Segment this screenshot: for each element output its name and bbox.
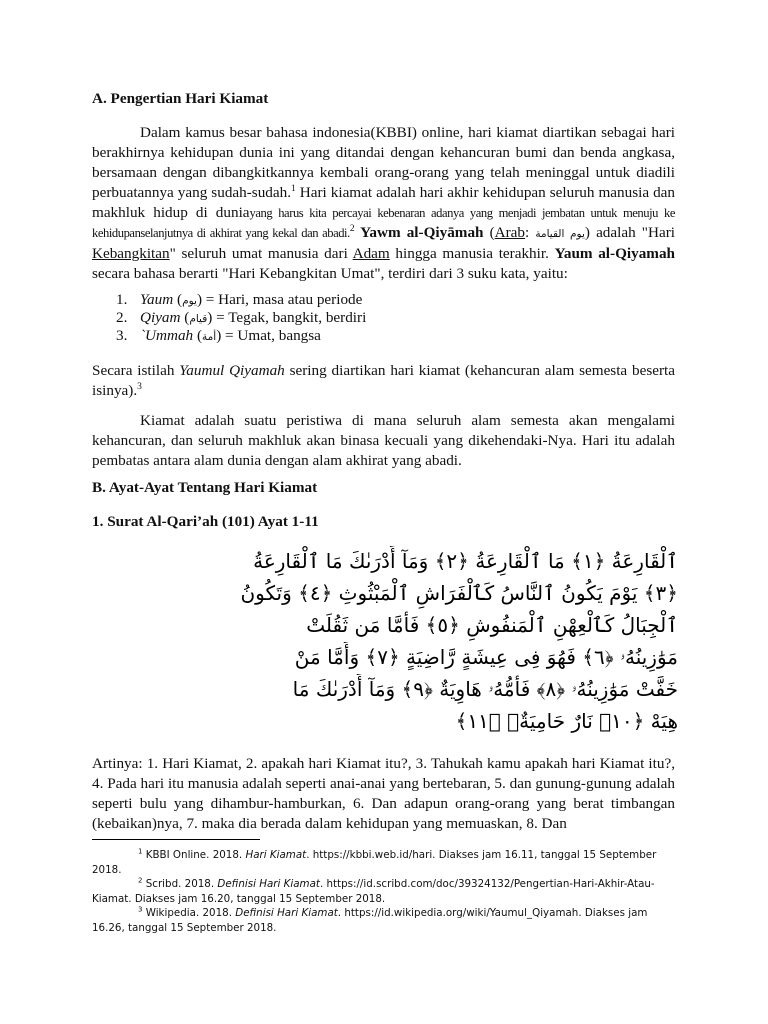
definition-small-text: yang harus kita percayai kebenaran adanya yang menjadi jembatan untuk menuju ke kehidupanselanjutnya di akhirat yang kekal dan abadi. bbox=[92, 206, 675, 240]
footnote-title: Hari Kiamat bbox=[245, 849, 307, 861]
quran-line: ﴿٣﴾ يَوْمَ يَكُونُ ٱلنَّاسُ كَٱلْفَرَاشِ ٱلْمَبْثُوثِ ﴿٤﴾ وَتَكُونُ bbox=[240, 581, 678, 605]
istilah-term: Yaumul Qiyamah bbox=[179, 362, 285, 379]
quran-verses-image bbox=[92, 544, 678, 736]
paren-open: ( bbox=[483, 224, 495, 241]
list-number: 3. bbox=[116, 327, 128, 344]
list-text: Yaum (يوم) = Hari, masa atau periode bbox=[140, 291, 363, 308]
list-arabic: يوم bbox=[182, 295, 197, 307]
list-arabic: أمة bbox=[202, 331, 217, 343]
definition-text-5: hingga manusia terakhir. bbox=[389, 245, 555, 262]
list-term: `Ummah bbox=[140, 327, 194, 344]
footnote-number: 3 bbox=[138, 905, 143, 914]
arab-link[interactable]: Arab bbox=[494, 224, 526, 241]
quran-line: خَفَّتْ مَوَٰزِينُهُۥ ﴿٨﴾ فَأُمُّهُۥ هَاوِيَةٌ ﴿٩﴾ وَمَآ أَدْرَىٰكَ مَا bbox=[292, 677, 678, 701]
adam-link[interactable]: Adam bbox=[352, 245, 390, 262]
footnote-marker bbox=[92, 878, 142, 890]
footnote-title: Definisi Hari Kiamat bbox=[217, 878, 320, 890]
list-text: Qiyam (قيام) = Tegak, bangkit, berdiri bbox=[140, 309, 367, 326]
footnote-ref-3[interactable]: 3 bbox=[137, 381, 142, 392]
arabic-yaum-al-qiyamah: يوم القيامة bbox=[535, 228, 585, 240]
syllable-list bbox=[116, 291, 676, 345]
definition-paragraph bbox=[92, 123, 675, 284]
list-meaning: = Hari, masa atau periode bbox=[202, 291, 363, 308]
list-term: Yaum bbox=[140, 291, 174, 308]
list-number: 2. bbox=[116, 309, 128, 326]
list-item bbox=[116, 327, 676, 345]
list-number: 1. bbox=[116, 291, 128, 308]
definition-text-2: Hari kiamat adalah hari akhir kehidupan seluruh manusia dan makhluk hidup di dunia bbox=[92, 184, 675, 221]
translation-paragraph: Artinya: 1. Hari Kiamat, 2. apakah hari Kiamat itu?, 3. Tahukah kamu apakah hari Kiamat itu?, 4. Pada hari itu manusia adalah seperti anai-anai yang bertebaran, 5. dan gunung-gunung adalah seperti bulu yang dihambur-hamburkan, 6. Dan adapun orang-orang yang berat timbangan (kebaikan)nya, 7. maka dia berada dalam kehidupan yang memuaskan, 8. Dan bbox=[92, 755, 675, 832]
section-b-heading: B. Ayat-Ayat Tentang Hari Kiamat bbox=[92, 479, 318, 496]
list-arabic: قيام bbox=[189, 313, 208, 325]
footnote-marker bbox=[92, 849, 142, 861]
footnote-number: 2 bbox=[138, 876, 143, 885]
kiamat-paragraph: Kiamat adalah suatu peristiwa di mana seluruh alam semesta akan mengalami kehancuran, dan seluruh makhluk akan binasa kecuali yang dikehendaki-Nya. Hari itu adalah pembatas antara alam dunia dengan alam akhirat yang abadi. bbox=[92, 412, 675, 469]
definition-text-6: secara bahasa berarti "Hari Kebangkitan Umat", terdiri dari 3 suku kata, yaitu: bbox=[92, 265, 568, 282]
footnote-marker bbox=[92, 907, 142, 919]
term-yaum-al-qiyamah: Yaum al-Qiyamah bbox=[554, 245, 675, 262]
surah-heading: 1. Surat Al-Qari’ah (101) Ayat 1-11 bbox=[92, 513, 319, 530]
quran-line: مَوَٰزِينُهُۥ ﴿٦﴾ فَهُوَ فِى عِيشَةٍ رَّاضِيَةٍ ﴿٧﴾ وَأَمَّا مَنْ bbox=[294, 645, 678, 669]
definition-text-3: ) adalah "Hari bbox=[584, 224, 675, 241]
term-yawm-al-qiyamah: Yawm al-Qiyāmah bbox=[354, 224, 484, 241]
quran-line: ٱلْجِبَالُ كَٱلْعِهْنِ ٱلْمَنفُوشِ ﴿٥﴾ فَأَمَّا مَن ثَقُلَتْ bbox=[306, 613, 678, 637]
footnote-separator bbox=[92, 839, 260, 840]
footnote-text: . https://id.scribd.com/doc/39324132/Pengertian-Hari-Akhir-Atau-Kiamat. Diakses jam 16.20, tanggal 15 September 2018. bbox=[92, 878, 655, 905]
footnote-text: . https://kbbi.web.id/hari. Diakses jam 16.11, tanggal 15 September 2018. bbox=[92, 849, 657, 876]
footnote-2 bbox=[92, 877, 676, 906]
footnote-3 bbox=[92, 906, 676, 935]
istilah-text-2: sering diartikan hari kiamat (kehancuran alam semesta beserta isinya). bbox=[92, 362, 676, 399]
footnote-number: 1 bbox=[138, 847, 143, 856]
footnote-text: . https://id.wikipedia.org/wiki/Yaumul_Qiyamah. Diakses jam 16.26, tanggal 15 September 2018. bbox=[92, 907, 648, 934]
section-a-heading: A. Pengertian Hari Kiamat bbox=[92, 90, 269, 107]
footnote-ref-1[interactable]: 1 bbox=[291, 183, 296, 194]
list-text: `Ummah (أمة) = Umat, bangsa bbox=[140, 327, 321, 344]
list-item bbox=[116, 291, 676, 309]
istilah-text-1: Secara istilah bbox=[92, 362, 180, 379]
list-term: Qiyam bbox=[140, 309, 181, 326]
definition-text-4: " seluruh umat manusia dari bbox=[169, 245, 353, 262]
footnote-title: Definisi Hari Kiamat bbox=[235, 907, 338, 919]
list-meaning: = Umat, bangsa bbox=[221, 327, 321, 344]
list-meaning: = Tegak, bangkit, berdiri bbox=[212, 309, 367, 326]
quran-line: ٱلْقَارِعَةُ ﴿١﴾ مَا ٱلْقَارِعَةُ ﴿٢﴾ وَمَآ أَدْرَىٰكَ مَا ٱلْقَارِعَةُ bbox=[253, 549, 678, 573]
istilah-paragraph bbox=[92, 361, 675, 401]
definition-text-1: Dalam kamus besar bahasa indonesia(KBBI) online, hari kiamat diartikan sebagai hari berakhirnya kehidupan dunia ini yang ditandai dengan kehancuran bumi dan benda angkasa, bersamaan dengan dibangkitkannya kembali orang-orang yang telah meninggal untuk diadili perbuatannya yang sudah-sudah. bbox=[92, 124, 675, 201]
footnote-text: Scribd. 2018. bbox=[142, 878, 218, 890]
footnote-1 bbox=[92, 848, 676, 877]
colon-text: : bbox=[525, 224, 536, 241]
list-item bbox=[116, 309, 676, 327]
footnote-ref-2[interactable]: 2 bbox=[349, 223, 355, 234]
quran-line: هِيَهْ ﴿١٠﴾ نَارٌ حَامِيَةٌۢ ﴿١١﴾ bbox=[455, 709, 678, 733]
kebangkitan-link[interactable]: Kebangkitan bbox=[92, 245, 170, 262]
footnote-text: KBBI Online. 2018. bbox=[142, 849, 246, 861]
footnote-text: Wikipedia. 2018. bbox=[142, 907, 236, 919]
